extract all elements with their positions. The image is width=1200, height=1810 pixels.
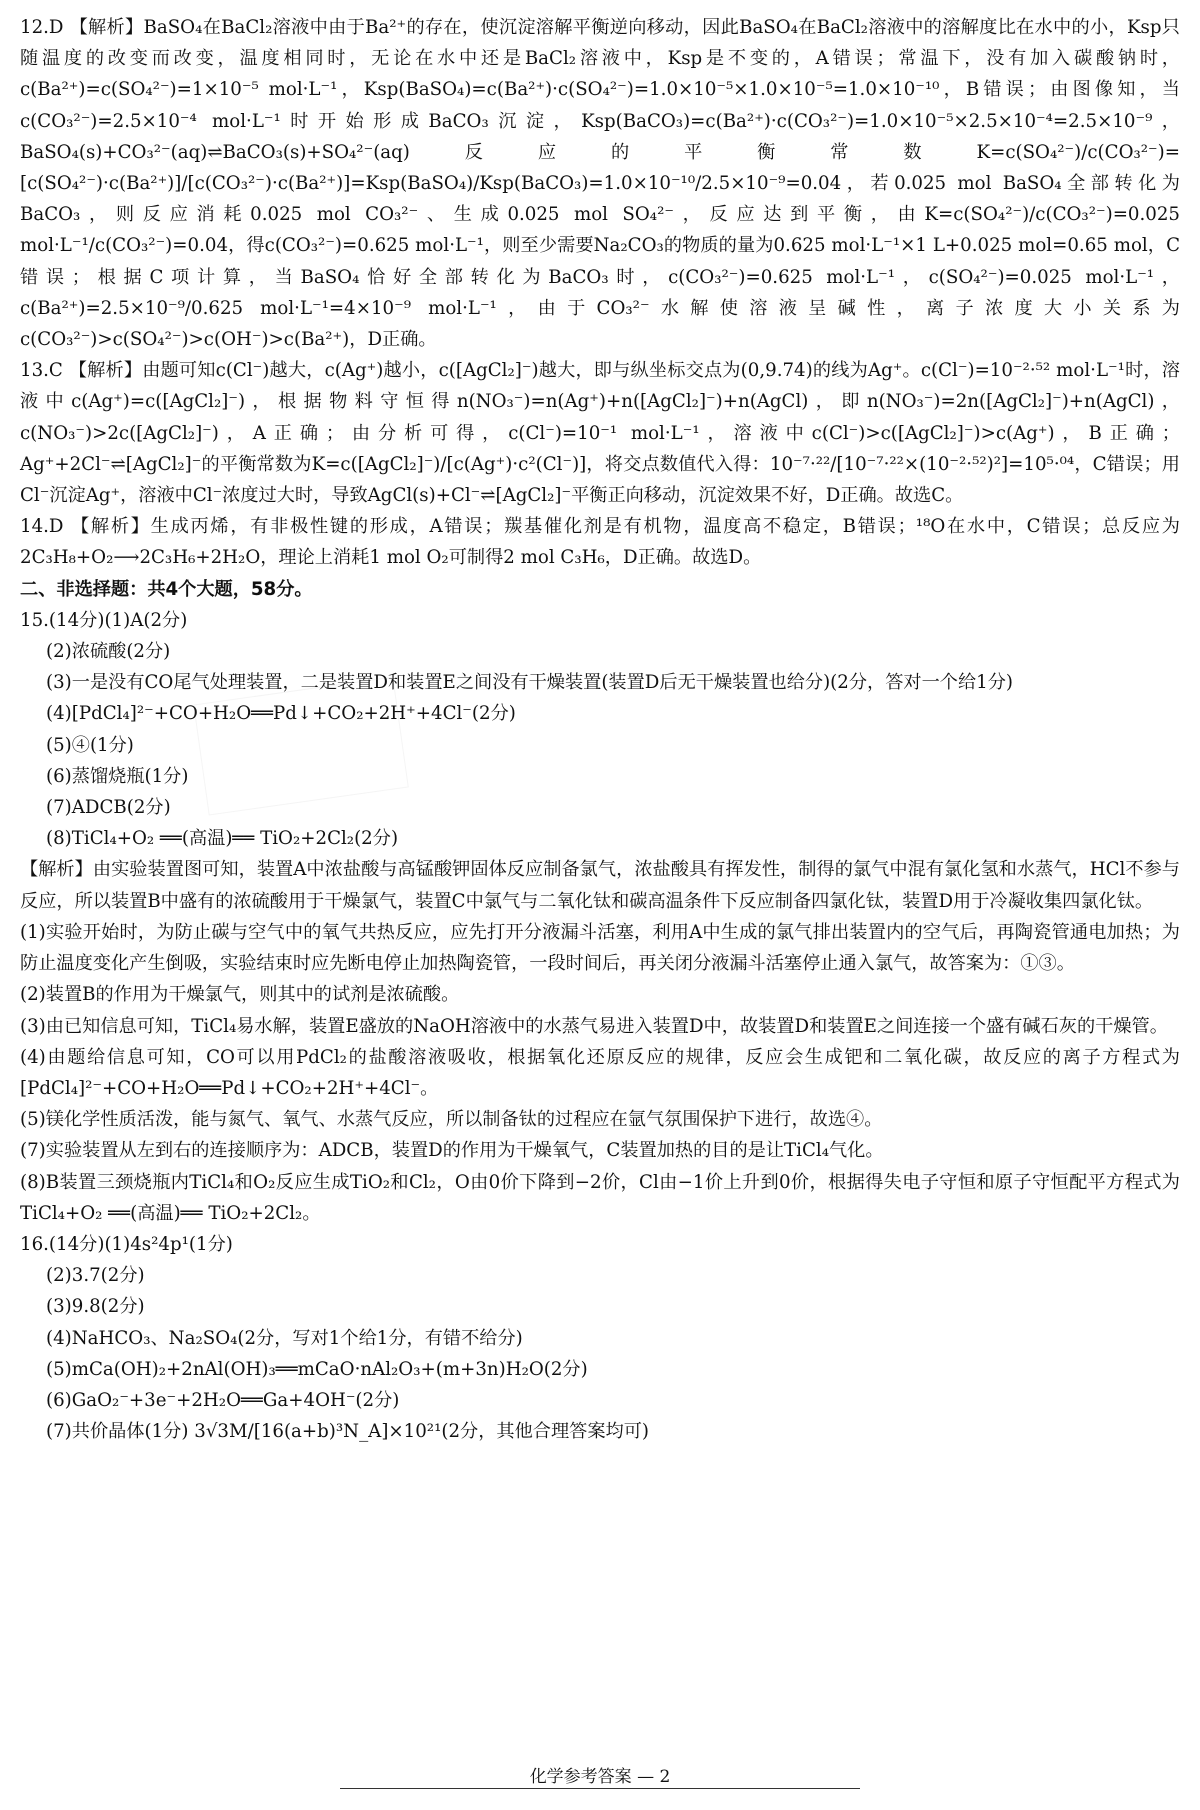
q12-analysis: 12.D 【解析】BaSO₄在BaCl₂溶液中由于Ba²⁺的存在，使沉淀溶解平衡逆向移动，因此BaSO₄在BaCl₂溶液中的溶解度比在水中的小，Ksp只随温度的改变而改变，温度相同时，无论在水中还是BaCl₂溶液中，Ksp是不变的，A错误；常温下，没有加入碳酸钠时，c(Ba²⁺)=c(SO₄²⁻)=1×10⁻⁵ mol·L⁻¹，Ksp(BaSO₄)=c(Ba²⁺)·c(SO₄²⁻)=1.0×10⁻⁵×1.0×10⁻⁵=1.0×10⁻¹⁰，B错误；由图像知，当c(CO₃²⁻)=2.5×10⁻⁴ mol·L⁻¹时开始形成BaCO₃沉淀，Ksp(BaCO₃)=c(Ba²⁺)·c(CO₃²⁻)=1.0×10⁻⁵×2.5×10⁻⁴=2.5×10⁻⁹，BaSO₄(s)+CO₃²⁻(aq)⇌BaCO₃(s)+SO₄²⁻(aq)反应的平衡常数K=c(SO₄²⁻)/c(CO₃²⁻)=[c(SO₄²⁻)·c(Ba²⁺)]/[c(CO₃²⁻)·c(Ba²⁺)]=Ksp(BaSO₄)/Ksp(BaCO₃)=1.0×10⁻¹⁰/2.5×10⁻⁹=0.04，若0.025 mol BaSO₄全部转化为BaCO₃，则反应消耗0.025 mol CO₃²⁻、生成0.025 mol SO₄²⁻，反应达到平衡，由K=c(SO₄²⁻)/c(CO₃²⁻)=0.025 mol·L⁻¹/c(CO₃²⁻)=0.04，得c(CO₃²⁻)=0.625 mol·L⁻¹，则至少需要Na₂CO₃的物质的量为0.625 mol·L⁻¹×1 L+0.025 mol=0.65 mol，C错误；根据C项计算，当BaSO₄恰好全部转化为BaCO₃时，c(CO₃²⁻)=0.625 mol·L⁻¹，c(SO₄²⁻)=0.025 mol·L⁻¹，c(Ba²⁺)=2.5×10⁻⁹/0.625 mol·L⁻¹=4×10⁻⁹ mol·L⁻¹，由于CO₃²⁻水解使溶液呈碱性，离子浓度大小关系为c(CO₃²⁻)>c(SO₄²⁻)>c(OH⁻)>c(Ba²⁺)，D正确。 <box>20 17 1180 351</box>
q16-answer-7: (7)共价晶体(1分) 3√3M/[16(a+b)³N_A]×10²¹(2分，其他合理答案均可) <box>46 1421 650 1443</box>
q16-answer-5: (5)mCa(OH)₂+2nAl(OH)₃══mCaO·nAl₂O₃+(m+3n)H₂O(2分) <box>46 1358 588 1380</box>
q15-analysis-8: (8)B装置三颈烧瓶内TiCl₄和O₂反应生成TiO₂和Cl₂，O由0价下降到−2价，Cl由−1价上升到0价，根据得失电子守恒和原子守恒配平方程式为TiCl₄+O₂ ══(高温)══ TiO₂+2Cl₂。 <box>20 1171 1180 1224</box>
q15-answer-6: (6)蒸馏烧瓶(1分) <box>46 765 189 787</box>
q16-answer-4: (4)NaHCO₃、Na₂SO₄(2分，写对1个给1分，有错不给分) <box>46 1327 523 1349</box>
q15-answer-4: (4)[PdCl₄]²⁻+CO+H₂O══Pd↓+CO₂+2H⁺+4Cl⁻(2分) <box>46 703 516 725</box>
q16-answer-1: 16.(14分)(1)4s²4p¹(1分) <box>20 1233 233 1255</box>
q15-analysis-1: (1)实验开始时，为防止碳与空气中的氧气共热反应，应先打开分液漏斗活塞，利用A中生成的氯气排出装置内的空气后，再陶瓷管通电加热；为防止温度变化产生倒吸，实验结束时应先断电停止加热陶瓷管，一段时间后，再关闭分液漏斗活塞停止通入氯气，故答案为：①③。 <box>20 921 1180 975</box>
footer-divider <box>340 1788 860 1789</box>
q14-analysis: 14.D 【解析】生成丙烯，有非极性键的形成，A错误；羰基催化剂是有机物，温度高不稳定，B错误；¹⁸O在水中，C错误；总反应为2C₃H₈+O₂⟶2C₃H₆+2H₂O，理论上消耗1 mol O₂可制得2 mol C₃H₆，D正确。故选D。 <box>20 516 1180 569</box>
q15-answer-8: (8)TiCl₄+O₂ ══(高温)══ TiO₂+2Cl₂(2分) <box>46 828 399 850</box>
section2-heading: 二、非选择题：共4个大题，58分。 <box>20 578 313 600</box>
q15-analysis-intro: 【解析】由实验装置图可知，装置A中浓盐酸与高锰酸钾固体反应制备氯气，浓盐酸具有挥发性，制得的氯气中混有氯化氢和水蒸气，HCl不参与反应，所以装置B中盛有的浓硫酸用于干燥氯气，装置C中氯气与二氧化钛和碳高温条件下反应制备四氯化钛，装置D用于冷凝收集四氯化钛。 <box>20 859 1180 912</box>
q15-analysis-3: (3)由已知信息可知，TiCl₄易水解，装置E盛放的NaOH溶液中的水蒸气易进入装置D中，故装置D和装置E之间连接一个盛有碱石灰的干燥管。 <box>20 1015 1168 1037</box>
q13-analysis: 13.C 【解析】由题可知c(Cl⁻)越大，c(Ag⁺)越小，c([AgCl₂]⁻)越大，即与纵坐标交点为(0,9.74)的线为Ag⁺。c(Cl⁻)=10⁻²·⁵² mol·L⁻¹时，溶液中c(Ag⁺)=c([AgCl₂]⁻)，根据物料守恒得n(NO₃⁻)=n(Ag⁺)+n([AgCl₂]⁻)+n(AgCl)，即n(NO₃⁻)=2n([AgCl₂]⁻)+n(AgCl)，c(NO₃⁻)>2c([AgCl₂]⁻)，A正确；由分析可得，c(Cl⁻)=10⁻¹ mol·L⁻¹，溶液中c(Cl⁻)>c([AgCl₂]⁻)>c(Ag⁺)，B正确；Ag⁺+2Cl⁻⇌[AgCl₂]⁻的平衡常数为K=c([AgCl₂]⁻)/[c(Ag⁺)·c²(Cl⁻)]，将交点数值代入得：10⁻⁷·²²/[10⁻⁷·²²×(10⁻²·⁵²)²]=10⁵·⁰⁴，C错误；用Cl⁻沉淀Ag⁺，溶液中Cl⁻浓度过大时，导致AgCl(s)+Cl⁻⇌[AgCl₂]⁻平衡正向移动，沉淀效果不好，D正确。故选C。 <box>20 360 1180 507</box>
q15-answer-3: (3)一是没有CO尾气处理装置，二是装置D和装置E之间没有干燥装置(装置D后无干燥装置也给分)(2分，答对一个给1分) <box>46 672 1013 694</box>
q15-analysis-2: (2)装置B的作用为干燥氯气，则其中的试剂是浓硫酸。 <box>20 984 460 1006</box>
q15-analysis-7: (7)实验装置从左到右的连接顺序为：ADCB，装置D的作用为干燥氧气，C装置加热的目的是让TiCl₄气化。 <box>20 1140 884 1162</box>
q15-analysis-4: (4)由题给信息可知，CO可以用PdCl₂的盐酸溶液吸收，根据氧化还原反应的规律，反应会生成钯和二氧化碳，故反应的离子方程式为[PdCl₄]²⁻+CO+H₂O══Pd↓+CO₂+2H⁺+4Cl⁻。 <box>20 1046 1180 1099</box>
q16-answer-6: (6)GaO₂⁻+3e⁻+2H₂O══Ga+4OH⁻(2分) <box>46 1389 400 1411</box>
q16-answer-3: (3)9.8(2分) <box>46 1296 145 1318</box>
q16-answer-2: (2)3.7(2分) <box>46 1265 145 1287</box>
q15-analysis-5: (5)镁化学性质活泼，能与氮气、氧气、水蒸气反应，所以制备钛的过程应在氩气氛围保护下进行，故选④。 <box>20 1109 883 1131</box>
q15-answer-5: (5)④(1分) <box>46 734 134 756</box>
q15-answer-1: 15.(14分)(1)A(2分) <box>20 609 188 631</box>
q15-answer-7: (7)ADCB(2分) <box>46 797 171 819</box>
q15-answer-2: (2)浓硫酸(2分) <box>46 641 171 663</box>
page-footer: 化学参考答案 — 2 <box>529 1767 671 1787</box>
